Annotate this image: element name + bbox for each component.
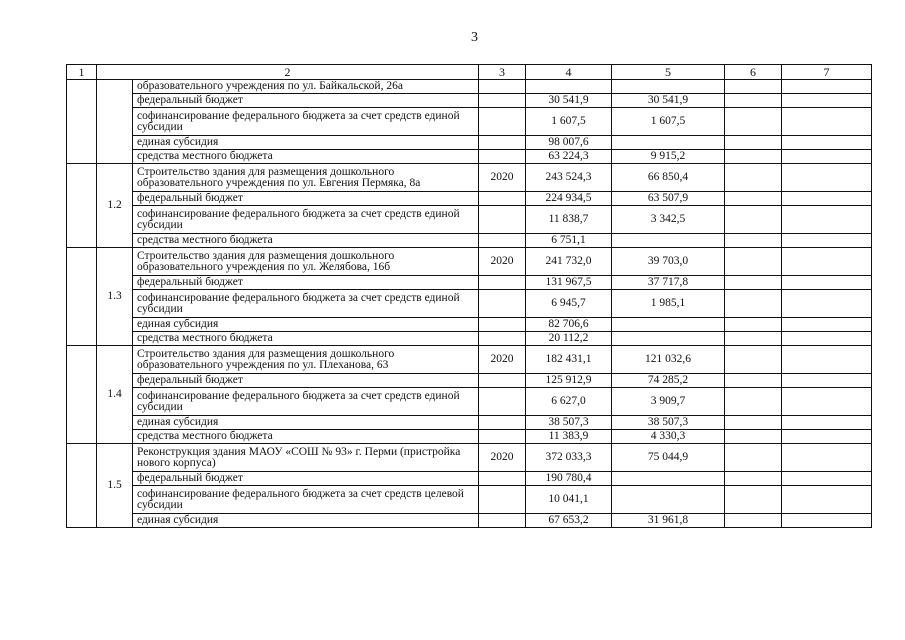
- item-col-6: [725, 430, 782, 444]
- item-col-4: 67 653,2: [526, 514, 612, 528]
- table-row: [67, 472, 872, 486]
- item-year: [479, 486, 526, 514]
- item-name: Строительство здания для размещения дошкольного образовательного учреждения по ул. Желябова, 16б: [133, 248, 479, 276]
- item-name: федеральный бюджет: [133, 276, 479, 290]
- header-col-1: 1: [67, 65, 97, 80]
- item-col-7: [782, 486, 872, 514]
- table-row: [67, 430, 872, 444]
- item-col-5: 63 507,9: [612, 192, 725, 206]
- item-year: 2020: [479, 248, 526, 276]
- item-col-5: [612, 234, 725, 248]
- item-col-7: [782, 206, 872, 234]
- item-col-5: [612, 332, 725, 346]
- item-col-6: [725, 346, 782, 374]
- item-col-4: 98 007,6: [526, 136, 612, 150]
- item-col-5: 31 961,8: [612, 514, 725, 528]
- item-col-5: 39 703,0: [612, 248, 725, 276]
- header-col-3: 3: [479, 65, 526, 80]
- item-col-6: [725, 486, 782, 514]
- item-year: 2020: [479, 444, 526, 472]
- table-row: [67, 444, 872, 472]
- item-col-5: 3 909,7: [612, 388, 725, 416]
- item-name: федеральный бюджет: [133, 192, 479, 206]
- item-col-6: [725, 332, 782, 346]
- item-name: единая субсидия: [133, 416, 479, 430]
- item-col-6: [725, 388, 782, 416]
- item-col-7: [782, 416, 872, 430]
- item-col-7: [782, 276, 872, 290]
- item-col-5: 3 342,5: [612, 206, 725, 234]
- item-col-6: [725, 290, 782, 318]
- item-name: средства местного бюджета: [133, 234, 479, 248]
- blank-cell: [67, 444, 97, 528]
- item-col-4: 6 627,0: [526, 388, 612, 416]
- blank-cell: [67, 164, 97, 248]
- item-index: 1.4: [97, 346, 133, 444]
- item-col-5: [612, 472, 725, 486]
- item-col-7: [782, 388, 872, 416]
- item-index: [97, 80, 133, 164]
- item-col-7: [782, 136, 872, 150]
- item-col-7: [782, 444, 872, 472]
- blank-cell: [67, 80, 97, 164]
- item-year: [479, 234, 526, 248]
- item-year: [479, 136, 526, 150]
- item-col-7: [782, 318, 872, 332]
- item-col-5: [612, 486, 725, 514]
- item-name: образовательного учреждения по ул. Байкальской, 26а: [133, 80, 479, 94]
- item-name: средства местного бюджета: [133, 430, 479, 444]
- item-col-5: 4 330,3: [612, 430, 725, 444]
- item-name: федеральный бюджет: [133, 472, 479, 486]
- item-col-5: 1 607,5: [612, 108, 725, 136]
- item-col-6: [725, 444, 782, 472]
- item-col-6: [725, 192, 782, 206]
- item-col-7: [782, 94, 872, 108]
- item-name: единая субсидия: [133, 514, 479, 528]
- item-col-4: 11 838,7: [526, 206, 612, 234]
- item-col-6: [725, 80, 782, 94]
- item-year: [479, 472, 526, 486]
- blank-cell: [67, 248, 97, 346]
- item-index: 1.3: [97, 248, 133, 346]
- item-col-6: [725, 94, 782, 108]
- item-name: софинансирование федерального бюджета за счет средств единой субсидии: [133, 290, 479, 318]
- item-col-4: 241 732,0: [526, 248, 612, 276]
- item-col-4: 1 607,5: [526, 108, 612, 136]
- item-name: средства местного бюджета: [133, 332, 479, 346]
- item-col-4: 372 033,3: [526, 444, 612, 472]
- item-name: федеральный бюджет: [133, 374, 479, 388]
- blank-cell: [67, 346, 97, 444]
- table-row: [67, 346, 872, 374]
- item-index: 1.5: [97, 444, 133, 528]
- item-name: средства местного бюджета: [133, 150, 479, 164]
- item-year: [479, 80, 526, 94]
- item-col-5: 1 985,1: [612, 290, 725, 318]
- item-col-5: 38 507,3: [612, 416, 725, 430]
- item-col-7: [782, 332, 872, 346]
- table-row: [67, 108, 872, 136]
- item-name: Реконструкция здания МАОУ «СОШ № 93» г. Перми (пристройка нового корпуса): [133, 444, 479, 472]
- item-name: единая субсидия: [133, 136, 479, 150]
- item-col-4: 82 706,6: [526, 318, 612, 332]
- item-col-6: [725, 318, 782, 332]
- item-year: 2020: [479, 164, 526, 192]
- item-col-7: [782, 150, 872, 164]
- table-row: [67, 206, 872, 234]
- table-row: [67, 248, 872, 276]
- item-col-7: [782, 192, 872, 206]
- item-col-6: [725, 374, 782, 388]
- item-name: софинансирование федерального бюджета за счет средств единой субсидии: [133, 388, 479, 416]
- item-col-6: [725, 136, 782, 150]
- item-col-7: [782, 514, 872, 528]
- item-col-7: [782, 234, 872, 248]
- item-col-4: 38 507,3: [526, 416, 612, 430]
- table-row: [67, 374, 872, 388]
- item-col-7: [782, 430, 872, 444]
- item-col-5: [612, 318, 725, 332]
- item-col-4: 6 751,1: [526, 234, 612, 248]
- item-col-6: [725, 108, 782, 136]
- item-year: 2020: [479, 346, 526, 374]
- table-row: [67, 514, 872, 528]
- item-col-5: 9 915,2: [612, 150, 725, 164]
- header-col-2: 2: [97, 65, 479, 80]
- item-col-5: 66 850,4: [612, 164, 725, 192]
- item-year: [479, 514, 526, 528]
- item-col-4: 6 945,7: [526, 290, 612, 318]
- item-index: 1.2: [97, 164, 133, 248]
- item-col-4: 125 912,9: [526, 374, 612, 388]
- header-col-6: 6: [725, 65, 782, 80]
- item-col-4: 243 524,3: [526, 164, 612, 192]
- header-col-4: 4: [526, 65, 612, 80]
- item-col-4: 63 224,3: [526, 150, 612, 164]
- item-col-7: [782, 164, 872, 192]
- item-col-5: 74 285,2: [612, 374, 725, 388]
- item-col-6: [725, 514, 782, 528]
- item-col-5: 75 044,9: [612, 444, 725, 472]
- item-col-7: [782, 374, 872, 388]
- item-name: софинансирование федерального бюджета за счет средств целевой субсидии: [133, 486, 479, 514]
- item-year: [479, 430, 526, 444]
- item-name: Строительство здания для размещения дошкольного образовательного учреждения по ул. Евгения Пермяка, 8а: [133, 164, 479, 192]
- item-col-5: [612, 80, 725, 94]
- item-col-6: [725, 206, 782, 234]
- table-row: [67, 150, 872, 164]
- item-col-6: [725, 472, 782, 486]
- item-year: [479, 318, 526, 332]
- item-col-6: [725, 164, 782, 192]
- item-col-6: [725, 234, 782, 248]
- item-year: [479, 416, 526, 430]
- item-name: федеральный бюджет: [133, 94, 479, 108]
- header-col-7: 7: [782, 65, 872, 80]
- item-col-4: 11 383,9: [526, 430, 612, 444]
- table-row: [67, 164, 872, 192]
- item-col-6: [725, 248, 782, 276]
- item-col-4: 182 431,1: [526, 346, 612, 374]
- budget-table: [66, 64, 872, 528]
- item-col-6: [725, 150, 782, 164]
- table-row: [67, 94, 872, 108]
- item-year: [479, 332, 526, 346]
- item-col-5: [612, 136, 725, 150]
- header-row: [67, 65, 872, 80]
- header-col-5: 5: [612, 65, 725, 80]
- item-col-4: 131 967,5: [526, 276, 612, 290]
- item-col-7: [782, 290, 872, 318]
- item-name: единая субсидия: [133, 318, 479, 332]
- item-col-7: [782, 108, 872, 136]
- item-col-4: 190 780,4: [526, 472, 612, 486]
- item-year: [479, 94, 526, 108]
- table-row: [67, 80, 872, 94]
- item-col-5: 37 717,8: [612, 276, 725, 290]
- table-row: [67, 290, 872, 318]
- item-year: [479, 290, 526, 318]
- item-col-5: 30 541,9: [612, 94, 725, 108]
- item-year: [479, 206, 526, 234]
- item-year: [479, 192, 526, 206]
- table-row: [67, 388, 872, 416]
- item-year: [479, 276, 526, 290]
- table-row: [67, 332, 872, 346]
- item-col-4: 30 541,9: [526, 94, 612, 108]
- page-number: 3: [471, 30, 478, 45]
- item-col-4: [526, 80, 612, 94]
- item-col-7: [782, 248, 872, 276]
- item-year: [479, 388, 526, 416]
- item-name: софинансирование федерального бюджета за счет средств единой субсидии: [133, 108, 479, 136]
- item-year: [479, 150, 526, 164]
- table-row: [67, 276, 872, 290]
- item-col-7: [782, 472, 872, 486]
- item-col-4: 224 934,5: [526, 192, 612, 206]
- table-row: [67, 486, 872, 514]
- item-name: софинансирование федерального бюджета за счет средств единой субсидии: [133, 206, 479, 234]
- item-col-4: 20 112,2: [526, 332, 612, 346]
- item-col-7: [782, 80, 872, 94]
- item-year: [479, 108, 526, 136]
- item-name: Строительство здания для размещения дошкольного образовательного учреждения по ул. Плеханова, 63: [133, 346, 479, 374]
- table-row: [67, 234, 872, 248]
- item-col-4: 10 041,1: [526, 486, 612, 514]
- item-col-6: [725, 276, 782, 290]
- table-row: [67, 136, 872, 150]
- table-row: [67, 416, 872, 430]
- item-col-7: [782, 346, 872, 374]
- table-row: [67, 192, 872, 206]
- table-row: [67, 318, 872, 332]
- item-year: [479, 374, 526, 388]
- item-col-6: [725, 416, 782, 430]
- item-col-5: 121 032,6: [612, 346, 725, 374]
